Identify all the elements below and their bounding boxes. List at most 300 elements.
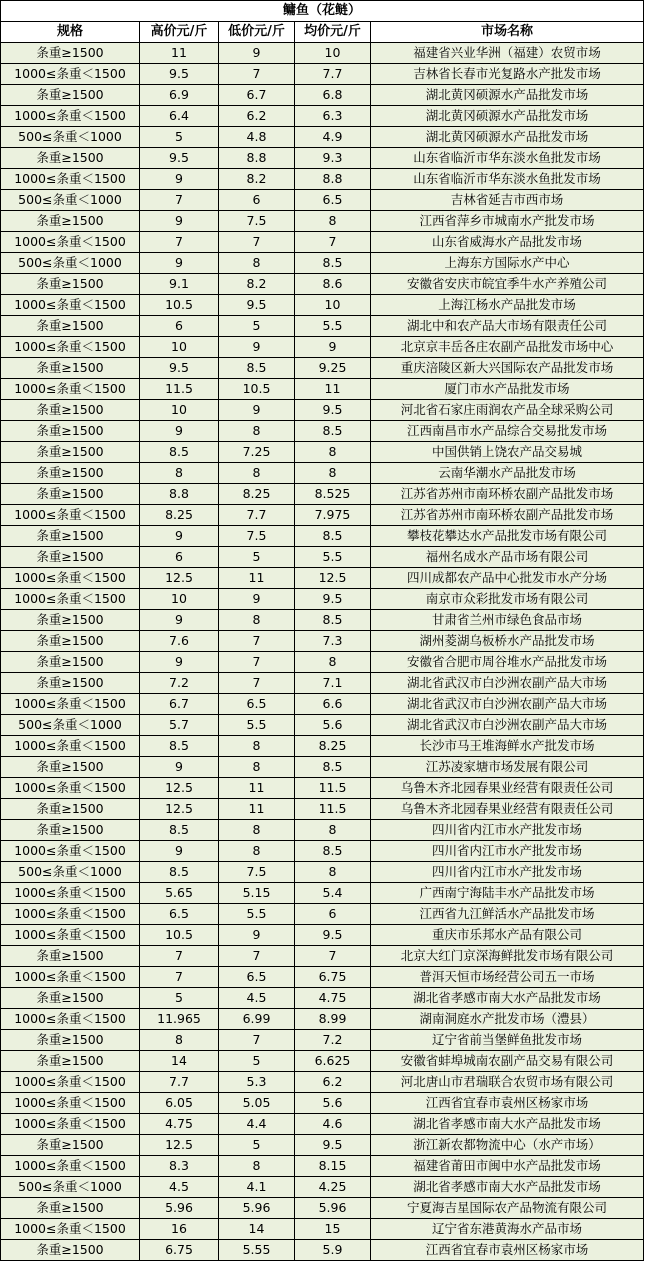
high-price-cell: 10.5 [140, 925, 219, 946]
high-price-cell: 10 [140, 337, 219, 358]
table-row [1, 820, 644, 841]
high-price-cell: 7.7 [140, 1072, 219, 1093]
high-price-cell: 9.1 [140, 274, 219, 295]
avg-price-cell: 5.6 [295, 1093, 371, 1114]
spec-cell: 1000≤条重＜1500 [1, 1219, 140, 1240]
spec-cell: 500≤条重＜1000 [1, 253, 140, 274]
low-price-cell: 9 [219, 43, 295, 64]
low-price-cell: 7 [219, 64, 295, 85]
market-cell: 厦门市水产品批发市场 [371, 379, 644, 400]
high-price-cell: 8.5 [140, 736, 219, 757]
high-price-cell: 10.5 [140, 295, 219, 316]
market-cell: 上海江杨水产品批发市场 [371, 295, 644, 316]
market-cell: 辽宁省前当堡鲜鱼批发市场 [371, 1030, 644, 1051]
avg-price-cell: 6.75 [295, 967, 371, 988]
table-row [1, 841, 644, 862]
spec-cell: 1000≤条重＜1500 [1, 967, 140, 988]
high-price-cell: 7.2 [140, 673, 219, 694]
avg-price-cell: 4.75 [295, 988, 371, 1009]
low-price-cell: 8.8 [219, 148, 295, 169]
high-price-cell: 11.965 [140, 1009, 219, 1030]
low-price-cell: 7.25 [219, 442, 295, 463]
low-price-cell: 11 [219, 568, 295, 589]
avg-price-cell: 8.25 [295, 736, 371, 757]
spec-cell: 条重≥1500 [1, 1240, 140, 1261]
high-price-cell: 9 [140, 757, 219, 778]
spec-cell: 条重≥1500 [1, 421, 140, 442]
spec-cell: 1000≤条重＜1500 [1, 169, 140, 190]
high-price-cell: 8.8 [140, 484, 219, 505]
avg-price-cell: 5.5 [295, 316, 371, 337]
market-cell: 北京京丰岳各庄农副产品批发市场中心 [371, 337, 644, 358]
avg-price-cell: 4.25 [295, 1177, 371, 1198]
high-price-cell: 7 [140, 946, 219, 967]
avg-price-cell: 10 [295, 295, 371, 316]
market-cell: 甘肃省兰州市绿色食品市场 [371, 610, 644, 631]
market-cell: 江西省宜春市袁州区杨家市场 [371, 1240, 644, 1261]
low-price-cell: 5 [219, 1135, 295, 1156]
table-row [1, 1156, 644, 1177]
spec-cell: 1000≤条重＜1500 [1, 505, 140, 526]
avg-price-cell: 9.3 [295, 148, 371, 169]
table-row [1, 925, 644, 946]
table-row [1, 211, 644, 232]
market-cell: 长沙市马王堆海鲜水产批发市场 [371, 736, 644, 757]
low-price-cell: 6 [219, 190, 295, 211]
table-body [1, 43, 644, 1261]
low-price-cell: 8 [219, 736, 295, 757]
low-price-cell: 8 [219, 757, 295, 778]
low-price-cell: 8.2 [219, 169, 295, 190]
market-cell: 河北唐山市君瑞联合农贸市场有限公司 [371, 1072, 644, 1093]
table-row [1, 463, 644, 484]
low-price-cell: 9 [219, 400, 295, 421]
high-price-cell: 6 [140, 316, 219, 337]
low-price-cell: 7.7 [219, 505, 295, 526]
table-row [1, 421, 644, 442]
header-avg-price: 均价元/斤 [295, 22, 371, 43]
high-price-cell: 9 [140, 652, 219, 673]
spec-cell: 1000≤条重＜1500 [1, 589, 140, 610]
avg-price-cell: 9.5 [295, 400, 371, 421]
table-row [1, 988, 644, 1009]
avg-price-cell: 8.5 [295, 526, 371, 547]
avg-price-cell: 6.625 [295, 1051, 371, 1072]
low-price-cell: 8.5 [219, 358, 295, 379]
market-cell: 四川省内江市水产批发市场 [371, 841, 644, 862]
low-price-cell: 7 [219, 1030, 295, 1051]
spec-cell: 1000≤条重＜1500 [1, 379, 140, 400]
spec-cell: 1000≤条重＜1500 [1, 1114, 140, 1135]
market-cell: 湖北省孝感市南大水产品批发市场 [371, 1177, 644, 1198]
high-price-cell: 8 [140, 1030, 219, 1051]
high-price-cell: 9 [140, 253, 219, 274]
market-cell: 重庆涪陵区新大兴国际农产品批发市场 [371, 358, 644, 379]
high-price-cell: 9.5 [140, 64, 219, 85]
table-row [1, 1135, 644, 1156]
table-row [1, 232, 644, 253]
market-cell: 山东省威海水产品批发市场 [371, 232, 644, 253]
spec-cell: 1000≤条重＜1500 [1, 694, 140, 715]
header-high-price: 高价元/斤 [140, 22, 219, 43]
table-row [1, 379, 644, 400]
table-row [1, 799, 644, 820]
spec-cell: 条重≥1500 [1, 799, 140, 820]
table-row [1, 127, 644, 148]
spec-cell: 1000≤条重＜1500 [1, 1093, 140, 1114]
spec-cell: 1000≤条重＜1500 [1, 904, 140, 925]
spec-cell: 条重≥1500 [1, 757, 140, 778]
avg-price-cell: 6.2 [295, 1072, 371, 1093]
low-price-cell: 5.5 [219, 904, 295, 925]
low-price-cell: 4.5 [219, 988, 295, 1009]
high-price-cell: 5.7 [140, 715, 219, 736]
low-price-cell: 8 [219, 820, 295, 841]
high-price-cell: 9.5 [140, 148, 219, 169]
avg-price-cell: 4.6 [295, 1114, 371, 1135]
table-row [1, 778, 644, 799]
spec-cell: 500≤条重＜1000 [1, 190, 140, 211]
table-row [1, 190, 644, 211]
high-price-cell: 9.5 [140, 358, 219, 379]
high-price-cell: 11 [140, 43, 219, 64]
avg-price-cell: 8 [295, 463, 371, 484]
spec-cell: 1000≤条重＜1500 [1, 64, 140, 85]
title-row [1, 1, 644, 22]
table-row [1, 610, 644, 631]
table-row [1, 442, 644, 463]
low-price-cell: 4.8 [219, 127, 295, 148]
low-price-cell: 5 [219, 316, 295, 337]
avg-price-cell: 8.5 [295, 421, 371, 442]
spec-cell: 条重≥1500 [1, 652, 140, 673]
spec-cell: 条重≥1500 [1, 274, 140, 295]
market-cell: 江苏省苏州市南环桥农副产品批发市场 [371, 505, 644, 526]
low-price-cell: 14 [219, 1219, 295, 1240]
low-price-cell: 7 [219, 652, 295, 673]
spec-cell: 1000≤条重＜1500 [1, 883, 140, 904]
avg-price-cell: 7.3 [295, 631, 371, 652]
table-row [1, 85, 644, 106]
spec-cell: 500≤条重＜1000 [1, 1177, 140, 1198]
avg-price-cell: 8.6 [295, 274, 371, 295]
spec-cell: 500≤条重＜1000 [1, 862, 140, 883]
market-cell: 江西南昌市水产品综合交易批发市场 [371, 421, 644, 442]
market-cell: 福州名成水产品市场有限公司 [371, 547, 644, 568]
low-price-cell: 5.96 [219, 1198, 295, 1219]
high-price-cell: 16 [140, 1219, 219, 1240]
table-row [1, 274, 644, 295]
avg-price-cell: 6.3 [295, 106, 371, 127]
table-row [1, 547, 644, 568]
table-row [1, 1177, 644, 1198]
low-price-cell: 10.5 [219, 379, 295, 400]
low-price-cell: 7 [219, 673, 295, 694]
table-row [1, 631, 644, 652]
market-cell: 南京市众彩批发市场有限公司 [371, 589, 644, 610]
table-row [1, 148, 644, 169]
market-cell: 湖北黄冈硕源水产品批发市场 [371, 106, 644, 127]
spec-cell: 1000≤条重＜1500 [1, 1009, 140, 1030]
spec-cell: 1000≤条重＜1500 [1, 841, 140, 862]
spec-cell: 1000≤条重＜1500 [1, 232, 140, 253]
high-price-cell: 6.4 [140, 106, 219, 127]
market-cell: 四川省内江市水产批发市场 [371, 820, 644, 841]
high-price-cell: 5 [140, 988, 219, 1009]
high-price-cell: 14 [140, 1051, 219, 1072]
high-price-cell: 7 [140, 232, 219, 253]
spec-cell: 条重≥1500 [1, 673, 140, 694]
spec-cell: 条重≥1500 [1, 85, 140, 106]
high-price-cell: 6.05 [140, 1093, 219, 1114]
table-row [1, 673, 644, 694]
low-price-cell: 9 [219, 589, 295, 610]
spec-cell: 条重≥1500 [1, 946, 140, 967]
low-price-cell: 11 [219, 799, 295, 820]
market-cell: 四川成都农产品中心批发市水产分场 [371, 568, 644, 589]
low-price-cell: 9 [219, 337, 295, 358]
high-price-cell: 8.5 [140, 820, 219, 841]
market-cell: 安徽省蚌埠城南农副产品交易有限公司 [371, 1051, 644, 1072]
market-cell: 浙江新农都物流中心（水产市场） [371, 1135, 644, 1156]
table-row [1, 1198, 644, 1219]
high-price-cell: 6.9 [140, 85, 219, 106]
avg-price-cell: 9.25 [295, 358, 371, 379]
high-price-cell: 4.75 [140, 1114, 219, 1135]
table-row [1, 967, 644, 988]
low-price-cell: 7 [219, 631, 295, 652]
table-row [1, 1030, 644, 1051]
low-price-cell: 5.05 [219, 1093, 295, 1114]
avg-price-cell: 5.9 [295, 1240, 371, 1261]
header-market: 市场名称 [371, 22, 644, 43]
low-price-cell: 11 [219, 778, 295, 799]
table-row [1, 1051, 644, 1072]
table-row [1, 526, 644, 547]
market-cell: 湖北中和农产品大市场有限责任公司 [371, 316, 644, 337]
market-cell: 福建省兴业华洲（福建）农贸市场 [371, 43, 644, 64]
avg-price-cell: 5.6 [295, 715, 371, 736]
table-row [1, 1219, 644, 1240]
market-cell: 江西省宜春市袁州区杨家市场 [371, 1093, 644, 1114]
low-price-cell: 6.5 [219, 967, 295, 988]
market-cell: 湖北省孝感市南大水产品批发市场 [371, 988, 644, 1009]
table-row [1, 715, 644, 736]
table-title: 鳙鱼（花鲢） [1, 1, 644, 22]
market-cell: 宁夏海吉星国际农产品物流有限公司 [371, 1198, 644, 1219]
avg-price-cell: 8.525 [295, 484, 371, 505]
high-price-cell: 9 [140, 211, 219, 232]
high-price-cell: 10 [140, 589, 219, 610]
market-cell: 中国供销上饶农产品交易城 [371, 442, 644, 463]
spec-cell: 条重≥1500 [1, 547, 140, 568]
avg-price-cell: 8 [295, 862, 371, 883]
market-cell: 湖北省武汉市白沙洲农副产品大市场 [371, 673, 644, 694]
market-cell: 湖北黄冈硕源水产品批发市场 [371, 127, 644, 148]
high-price-cell: 12.5 [140, 799, 219, 820]
market-cell: 乌鲁木齐北园春果业经营有限责任公司 [371, 799, 644, 820]
table-row [1, 568, 644, 589]
market-cell: 江西省九江鲜活水产品批发市场 [371, 904, 644, 925]
avg-price-cell: 9 [295, 337, 371, 358]
high-price-cell: 12.5 [140, 1135, 219, 1156]
market-cell: 安徽省安庆市皖宜季牛水产养殖公司 [371, 274, 644, 295]
low-price-cell: 7.5 [219, 862, 295, 883]
market-cell: 江苏省苏州市南环桥农副产品批发市场 [371, 484, 644, 505]
spec-cell: 条重≥1500 [1, 1198, 140, 1219]
avg-price-cell: 8.5 [295, 610, 371, 631]
market-cell: 云南华潮水产品批发市场 [371, 463, 644, 484]
spec-cell: 1000≤条重＜1500 [1, 106, 140, 127]
spec-cell: 500≤条重＜1000 [1, 127, 140, 148]
avg-price-cell: 8.8 [295, 169, 371, 190]
low-price-cell: 8 [219, 1156, 295, 1177]
avg-price-cell: 11 [295, 379, 371, 400]
avg-price-cell: 7.7 [295, 64, 371, 85]
table-row [1, 736, 644, 757]
high-price-cell: 9 [140, 421, 219, 442]
spec-cell: 1000≤条重＜1500 [1, 337, 140, 358]
table-row [1, 253, 644, 274]
spec-cell: 条重≥1500 [1, 211, 140, 232]
table-row [1, 1093, 644, 1114]
avg-price-cell: 6 [295, 904, 371, 925]
table-row [1, 1072, 644, 1093]
table-row [1, 883, 644, 904]
table-row [1, 505, 644, 526]
high-price-cell: 9 [140, 526, 219, 547]
avg-price-cell: 8.99 [295, 1009, 371, 1030]
avg-price-cell: 15 [295, 1219, 371, 1240]
low-price-cell: 6.2 [219, 106, 295, 127]
avg-price-cell: 7 [295, 946, 371, 967]
spec-cell: 条重≥1500 [1, 1051, 140, 1072]
avg-price-cell: 8.5 [295, 841, 371, 862]
low-price-cell: 7 [219, 232, 295, 253]
spec-cell: 1000≤条重＜1500 [1, 295, 140, 316]
spec-cell: 条重≥1500 [1, 988, 140, 1009]
avg-price-cell: 8 [295, 652, 371, 673]
high-price-cell: 8.5 [140, 442, 219, 463]
avg-price-cell: 11.5 [295, 778, 371, 799]
avg-price-cell: 7.975 [295, 505, 371, 526]
market-cell: 广西南宁海陆丰水产品批发市场 [371, 883, 644, 904]
low-price-cell: 7 [219, 946, 295, 967]
spec-cell: 1000≤条重＜1500 [1, 568, 140, 589]
low-price-cell: 7.5 [219, 211, 295, 232]
table-row [1, 484, 644, 505]
spec-cell: 条重≥1500 [1, 43, 140, 64]
table-row [1, 64, 644, 85]
spec-cell: 条重≥1500 [1, 1030, 140, 1051]
spec-cell: 条重≥1500 [1, 358, 140, 379]
low-price-cell: 8 [219, 253, 295, 274]
spec-cell: 条重≥1500 [1, 631, 140, 652]
high-price-cell: 9 [140, 610, 219, 631]
market-cell: 辽宁省东港黄海水产品市场 [371, 1219, 644, 1240]
market-cell: 湖州菱湖乌板桥水产品批发市场 [371, 631, 644, 652]
high-price-cell: 12.5 [140, 568, 219, 589]
market-cell: 湖北黄冈硕源水产品批发市场 [371, 85, 644, 106]
high-price-cell: 9 [140, 841, 219, 862]
market-cell: 上海东方国际水产中心 [371, 253, 644, 274]
high-price-cell: 6.75 [140, 1240, 219, 1261]
market-cell: 攀枝花攀达水产品批发市场有限公司 [371, 526, 644, 547]
table-row [1, 862, 644, 883]
low-price-cell: 9.5 [219, 295, 295, 316]
avg-price-cell: 8.5 [295, 253, 371, 274]
low-price-cell: 5 [219, 547, 295, 568]
avg-price-cell: 7 [295, 232, 371, 253]
low-price-cell: 8 [219, 610, 295, 631]
market-cell: 吉林省延吉市西市场 [371, 190, 644, 211]
spec-cell: 条重≥1500 [1, 463, 140, 484]
avg-price-cell: 9.5 [295, 925, 371, 946]
low-price-cell: 8 [219, 841, 295, 862]
market-cell: 福建省莆田市闽中水产品批发市场 [371, 1156, 644, 1177]
market-cell: 湖南洞庭水产批发市场（澧县） [371, 1009, 644, 1030]
avg-price-cell: 8 [295, 820, 371, 841]
table-row [1, 1114, 644, 1135]
table-row [1, 589, 644, 610]
spec-cell: 条重≥1500 [1, 400, 140, 421]
avg-price-cell: 6.8 [295, 85, 371, 106]
market-cell: 普洱天恒市场经营公司五一市场 [371, 967, 644, 988]
table-row [1, 1240, 644, 1261]
spec-cell: 条重≥1500 [1, 820, 140, 841]
low-price-cell: 8.2 [219, 274, 295, 295]
table-row [1, 904, 644, 925]
avg-price-cell: 8 [295, 442, 371, 463]
low-price-cell: 5.15 [219, 883, 295, 904]
low-price-cell: 6.5 [219, 694, 295, 715]
avg-price-cell: 7.2 [295, 1030, 371, 1051]
avg-price-cell: 10 [295, 43, 371, 64]
low-price-cell: 8.25 [219, 484, 295, 505]
avg-price-cell: 8.15 [295, 1156, 371, 1177]
spec-cell: 条重≥1500 [1, 484, 140, 505]
market-cell: 湖北省孝感市南大水产品批发市场 [371, 1114, 644, 1135]
market-cell: 安徽省合肥市周谷堆水产品批发市场 [371, 652, 644, 673]
avg-price-cell: 5.96 [295, 1198, 371, 1219]
header-spec: 规格 [1, 22, 140, 43]
high-price-cell: 6.7 [140, 694, 219, 715]
low-price-cell: 5.3 [219, 1072, 295, 1093]
low-price-cell: 5.55 [219, 1240, 295, 1261]
spec-cell: 条重≥1500 [1, 442, 140, 463]
market-cell: 山东省临沂市华东淡水鱼批发市场 [371, 148, 644, 169]
spec-cell: 条重≥1500 [1, 316, 140, 337]
spec-cell: 条重≥1500 [1, 1135, 140, 1156]
avg-price-cell: 12.5 [295, 568, 371, 589]
high-price-cell: 8.3 [140, 1156, 219, 1177]
table-row [1, 358, 644, 379]
table-row [1, 316, 644, 337]
avg-price-cell: 4.9 [295, 127, 371, 148]
avg-price-cell: 9.5 [295, 589, 371, 610]
table-row [1, 757, 644, 778]
avg-price-cell: 7.1 [295, 673, 371, 694]
high-price-cell: 8.25 [140, 505, 219, 526]
table-row [1, 106, 644, 127]
table-row [1, 295, 644, 316]
low-price-cell: 4.4 [219, 1114, 295, 1135]
market-cell: 乌鲁木齐北园春果业经营有限责任公司 [371, 778, 644, 799]
table-row [1, 400, 644, 421]
market-cell: 湖北省武汉市白沙洲农副产品大市场 [371, 715, 644, 736]
avg-price-cell: 9.5 [295, 1135, 371, 1156]
high-price-cell: 7 [140, 967, 219, 988]
